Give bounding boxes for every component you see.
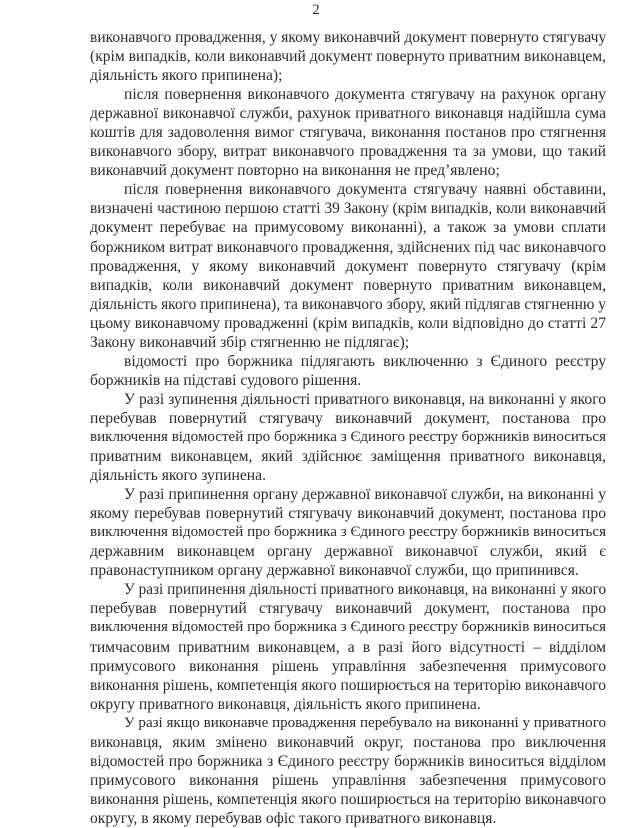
text-line: (крім випадків, коли виконавчий документ повернуто приватним виконавцем, (90, 48, 606, 66)
page-number: 2 (312, 2, 320, 18)
text-line: виключення відомостей про боржника з Єдиного реєстру боржників виноситься (90, 524, 606, 541)
text-line: випадків, коли виконавчий документ повернуто приватним виконавцем, (90, 276, 606, 294)
paragraph-first-line: У разі припинення діяльності приватного виконавця, на виконанні у якого (124, 581, 606, 599)
document-body (90, 28, 606, 828)
text-line: боржником витрат виконавчого провадження, здійснених під час виконавчого (90, 238, 606, 256)
paragraph-first-line: після повернення виконавчого документа стягувачу на рахунок органу (124, 86, 606, 104)
text-line: виконання рішень, компетенція якого поширюється на територію виконавчого (90, 676, 606, 694)
paragraph-first-line: У разі припинення органу державної виконавчої служби, на виконанні у (124, 486, 606, 504)
text-line: діяльність якого зупинена. (90, 467, 266, 485)
text-line: державної виконавчої служби, рахунок приватного виконавця надійшла сума (90, 105, 606, 123)
text-line: відомостей про боржника з Єдиного реєстру боржників виноситься відділом (90, 752, 606, 770)
text-line: державним виконавцем органу державної виконавчої служби, який є (90, 543, 606, 561)
text-line: визначені частиною першою статті 39 Закону (крім випадків, коли виконавчий (90, 200, 606, 218)
text-line: виконавчий документ повторно на виконання не пред’явлено; (90, 162, 500, 180)
paragraph-first-line: У разі зупинення діяльності приватного виконавця, на виконанні у якого (124, 390, 606, 408)
text-line: цьому виконавчому провадженні (крім випадків, коли відповідно до статті 27 (90, 314, 606, 332)
text-line: перебував повернутий стягувачу виконавчий документ, постанова про (90, 409, 606, 427)
text-line: коштів для задоволення вимог стягувача, виконання постанов про стягнення (90, 124, 606, 142)
text-line: перебував повернутий стягувачу виконавчий документ, постанова про (90, 600, 606, 618)
text-line: документ перебуває на примусовому виконанні), а також за умови сплати (90, 219, 606, 237)
text-line: округу, в якому перебував офіс такого приватного виконавця. (90, 809, 497, 827)
text-line: якому перебував повернутий стягувачу виконавчий документ, постанова про (90, 505, 606, 523)
text-line: правонаступником органу державної виконавчої служби, що припинився. (90, 562, 579, 580)
text-line: виконавчого провадження, у якому виконавчий документ повернуто стягувачу (90, 29, 606, 46)
paragraph-first-line: відомості про боржника підлягають виключенню з Єдиного реєстру (124, 352, 606, 370)
text-line: Закону виконавчий збір стягненню не підлягає); (90, 333, 410, 351)
text-line: тимчасовим приватним виконавцем, а в разі його відсутності – відділом (90, 638, 606, 656)
text-line: виключення відомостей про боржника з Єдиного реєстру боржників виноситься (90, 428, 606, 445)
text-line: виконання рішень, компетенція якого поширюється на територію виконавчого (90, 790, 606, 808)
text-line: боржників на підставі судового рішення. (90, 371, 362, 389)
paragraph-first-line: У разі якщо виконавче провадження перебувало на виконанні у приватного (124, 714, 606, 731)
text-line: діяльність якого припинена), та виконавчого збору, який підлягав стягненню у (90, 295, 606, 313)
text-line: виключення відомостей про боржника з Єдиного реєстру боржників виноситься (90, 619, 606, 636)
paragraph-first-line: після повернення виконавчого документа стягувачу наявні обставини, (124, 181, 606, 199)
text-line: примусового виконання рішень управління забезпечення примусового (90, 771, 606, 789)
text-line: примусового виконання рішень управління забезпечення примусового (90, 657, 606, 675)
text-line: округу приватного виконавця, діяльність якого припинена. (90, 695, 481, 713)
text-line: приватним виконавцем, який здійснює заміщення приватного виконавця, (90, 448, 606, 466)
text-line: діяльність якого припинена); (90, 67, 283, 85)
text-line: виконавчого збору, витрат виконавчого провадження та за умови, що такий (90, 143, 606, 161)
text-line: виконавця, яким змінено виконавчий округ, постанова про виключення (90, 733, 606, 751)
text-line: провадження, у якому виконавчий документ повернуто стягувачу (крім (90, 257, 606, 275)
